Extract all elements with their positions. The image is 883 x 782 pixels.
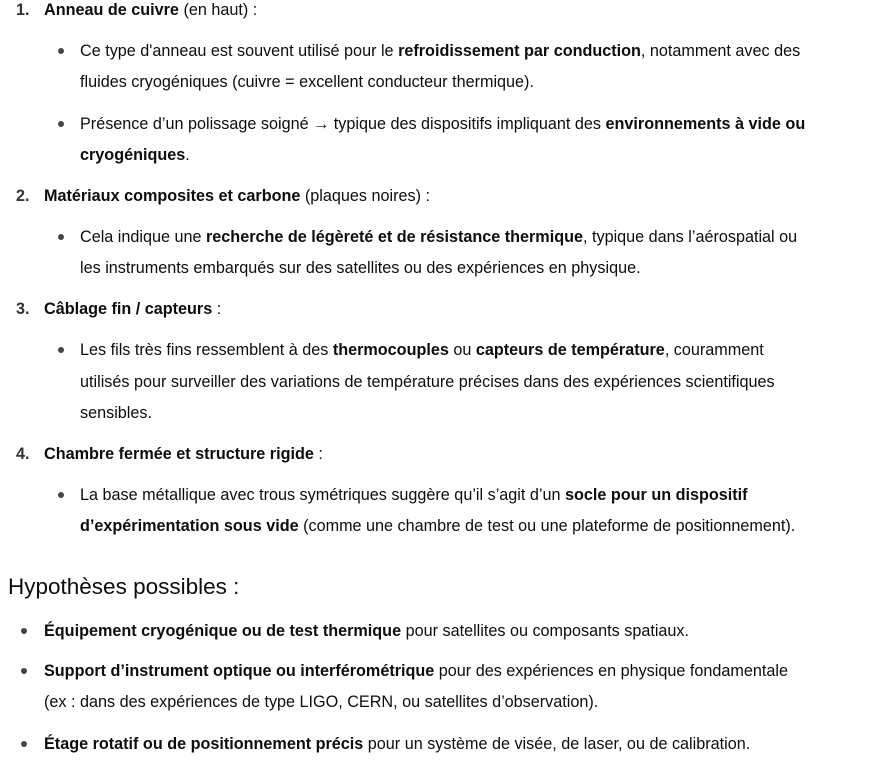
item-heading [44, 186, 430, 206]
text-run: (comme une chambre de test ou une plateforme de positionnement). [298, 517, 796, 535]
bullet-line [80, 72, 534, 92]
item-title-rest: (en haut) : [178, 1, 258, 19]
item-title-rest: : [313, 445, 323, 463]
text-run: sensibles. [80, 404, 152, 422]
item-number: 1. [16, 1, 30, 19]
bullet-icon [57, 233, 65, 241]
text-run: les instruments embarqués sur des satellites ou des expériences en physique. [80, 259, 641, 277]
item-number: 4. [16, 445, 30, 463]
bullet-line [80, 114, 805, 134]
bullet-line [80, 227, 797, 247]
bullet-line [80, 516, 795, 536]
text-run: , typique dans l’aérospatial ou [582, 228, 798, 246]
hypothesis-line [44, 734, 750, 754]
item-title-rest: : [212, 300, 222, 318]
text-run-bold: d’expérimentation sous vide [80, 517, 299, 535]
text-run: fluides cryogéniques (cuivre = excellent conducteur thermique). [80, 73, 534, 91]
item-title: Chambre fermée et structure rigide [44, 445, 314, 463]
bullet-icon [57, 120, 65, 128]
item-heading [44, 444, 323, 464]
text-run: , notamment avec des [640, 42, 801, 60]
text-run-bold: Étage rotatif ou de positionnement précis [44, 735, 364, 753]
bullet-icon [57, 47, 65, 55]
text-run-bold: refroidissement par conduction [398, 42, 641, 60]
text-run-bold: recherche de légèreté et de résistance thermique [206, 228, 583, 246]
text-run: La base métallique avec trous symétriques suggère qu’il s’agit d’un [80, 486, 565, 504]
bullet-icon [20, 667, 28, 675]
item-number: 2. [16, 187, 30, 205]
text-run: pour un système de visée, de laser, ou de calibration. [363, 735, 751, 753]
bullet-line [80, 485, 748, 505]
text-run: Ce type d'anneau est souvent utilisé pour le [80, 42, 399, 60]
item-heading [44, 299, 221, 319]
text-run: pour satellites ou composants spatiaux. [401, 622, 690, 640]
section-heading: Hypothèses possibles : [8, 574, 240, 599]
item-title: Câblage fin / capteurs [44, 300, 213, 318]
text-run: , couramment [664, 341, 764, 359]
text-run: Cela indique une [80, 228, 206, 246]
item-number: 3. [16, 300, 30, 318]
bullet-icon [20, 627, 28, 635]
text-run: Les fils très fins ressemblent à des [80, 341, 333, 359]
text-run-bold: socle pour un dispositif [565, 486, 748, 504]
text-run-bold: thermocouples [332, 341, 449, 359]
bullet-line [80, 145, 190, 165]
bullet-line [80, 403, 152, 423]
text-run: pour des expériences en physique fondamentale [434, 662, 788, 680]
bullet-icon [20, 740, 28, 748]
item-title: Anneau de cuivre [44, 1, 179, 19]
text-run: ou [448, 341, 476, 359]
text-run-bold: environnements à vide ou [605, 115, 806, 133]
text-run: (ex : dans des expériences de type LIGO, CERN, ou satellites d’observation). [44, 693, 599, 711]
text-run: Présence d’un polissage soigné → typique des dispositifs impliquant des [80, 115, 606, 133]
text-run: utilisés pour surveiller des variations de température précises dans des expériences scientifiques [80, 373, 775, 391]
text-run-bold: capteurs de température [475, 341, 665, 359]
text-run-bold: Support d’instrument optique ou interférométrique [44, 662, 435, 680]
hypothesis-line [44, 621, 689, 641]
item-title-rest: (plaques noires) : [300, 187, 430, 205]
bullet-line [80, 372, 775, 392]
text-run: . [185, 146, 190, 164]
hypothesis-line [44, 661, 788, 681]
hypothesis-line [44, 692, 598, 712]
bullet-line [80, 258, 641, 278]
text-run-bold: Équipement cryogénique ou de test thermique [44, 622, 402, 640]
bullet-icon [57, 491, 65, 499]
item-heading [44, 0, 257, 20]
bullet-line [80, 340, 764, 360]
item-title: Matériaux composites et carbone [44, 187, 301, 205]
text-run-bold: cryogéniques [80, 146, 186, 164]
bullet-line [80, 41, 800, 61]
bullet-icon [57, 346, 65, 354]
